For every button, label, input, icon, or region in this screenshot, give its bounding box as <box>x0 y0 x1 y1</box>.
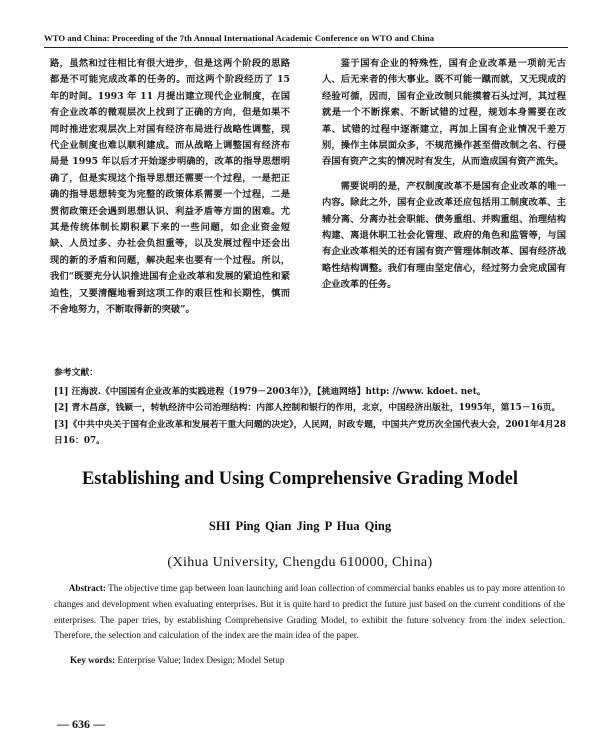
abstract-text: The objective time gap between loan launching and loan collection of commercial banks enables us to pay more attention to changes and development when evaluating enterprises. But it is quite hard to predict the future just based on the current conditions of the enterprises. The paper tries, by establishing Comprehensive Grading Model, to exhibit the future solvency from the index selection. Therefore, the selection and calculation of the index are the main idea of the paper. <box>54 583 565 641</box>
english-affiliation: (Xihua University, Chengdu 610000, China) <box>167 555 433 570</box>
header-rule <box>44 47 568 48</box>
reference-item: [2] 青木昌彦，钱颖一，转轨经济中公司治理结构：内部人控制和银行的作用，北京，中国经济出版社，1995年，第15－16页。 <box>54 403 561 414</box>
english-title: Establishing and Using Comprehensive Grading Model <box>81 469 519 489</box>
right-column <box>322 56 566 294</box>
right-paragraph: 鉴于国有企业的特殊性，国有企业改革是一项前无古人、后无来者的伟大事业。既不可能一蹴而就，又无现成的经验可循，因而，国有企业改制只能摸着石头过河，其过程就是一个不断探索、不断试错的过程，规划本身需要在改革、试错的过程中逐渐建立，再加上国有企业情况千差万别，操作主体层面众多，不规范操作甚至借改制之名、行侵吞国有资产之实的情况时有发生，从而造成国有资产流失。 <box>322 58 566 168</box>
left-paragraph: 路，虽然和过往相比有很大进步，但是这两个阶段的思路都是不可能完成改革的任务的。而这两个阶段经历了 15 年的时间。1993 年 11 月提出建立现代企业制度，在国有企业改革的微观层次上找到了正确的方向，但是如果不同时推进宏观层次上对国有经济布局进行战略性调整，现代企业制度也难以顺利建成。而从战略上调整国有经济布局是 1995 年以后才开始逐步明确的，改革的指导思想明确了，但是实现这个指导思想还需要一个过程，一是把正确的指导思想转变为完整的政策体系需要一个过程，二是贯彻政策还会遇到思想认识、利益矛盾等方面的困难。尤其是传统体制长期积累下来的一些问题，如企业资金短缺、人员过多、办社会负担重等，以及发展过程中还会出现的新的矛盾和问题，解决起来也要有一个过程。所以，我们“既要充分认识推进国有企业改革和发展的紧迫性和紧迫性，又要清醒地看到这项工作的艰巨性和长期性，慎而不舍地努力，不断取得新的突破”。 <box>50 58 290 316</box>
references-heading: 参考文献： <box>54 368 98 378</box>
running-header: WTO and China: Proceeding of the 7th Annual International Academic Conference on WTO and China <box>44 33 435 43</box>
reference-item: [1] 汪海波.《中国国有企业改革的实践进程（1979－2003年）》，【挑迪网络】http: //www. kdoet. net。 <box>54 387 486 398</box>
right-paragraph: 需要说明的是，产权制度改革不是国有企业改革的唯一内容。除此之外，国有企业改革还应包括用工制度改革、主辅分离、分离办社会职能、债务重组、并购重组、治理结构构建、离退休职工社会化管理、政府的角色和监管等，与国有企业改革相关的还有国有资产管理体制改革、国有经济战略性结构调整。我们有理由坚定信心，经过努力会完成国有企业改革的任务。 <box>322 180 566 291</box>
keywords-text: Enterprise Value; Index Design; Model Setup <box>117 655 285 665</box>
references-section <box>54 365 566 449</box>
reference-item: [3]《中共中央关于国有企业改革和发展若干重大问题的决定》，人民网，时政专题，中国共产党历次全国代表大会，2001年4月28日16：07。 <box>54 419 566 446</box>
english-keywords <box>70 655 570 665</box>
abstract-label: Abstract: <box>68 583 106 593</box>
english-authors: SHI Ping Qian Jing P Hua Qing <box>208 519 392 533</box>
keywords-label: Key words: <box>70 655 116 665</box>
left-column <box>50 56 290 319</box>
english-abstract <box>54 581 565 644</box>
page-number: — 636 — <box>57 717 105 731</box>
